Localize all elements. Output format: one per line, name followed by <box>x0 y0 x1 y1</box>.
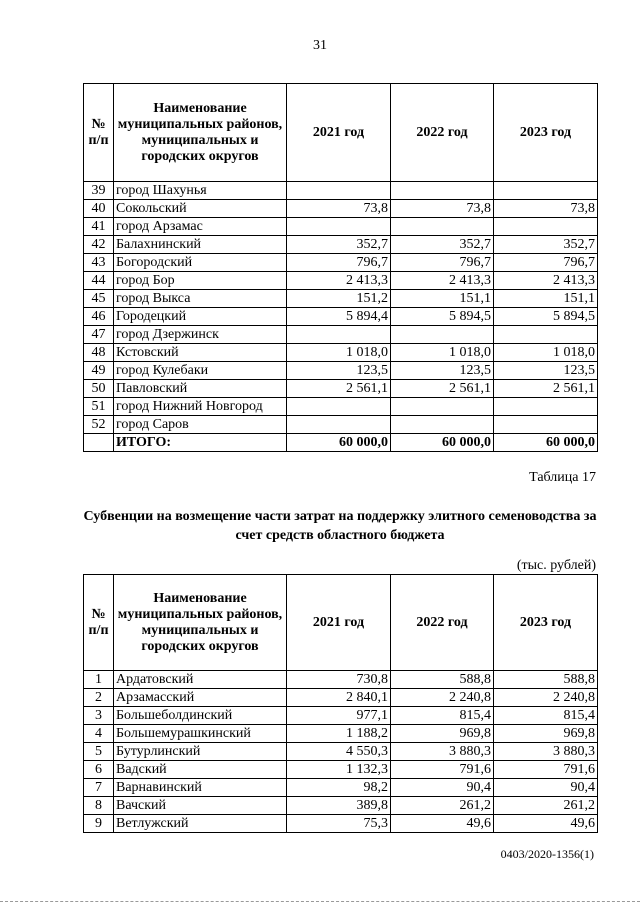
table-row <box>84 779 598 797</box>
value-2022: 2 413,3 <box>391 272 494 290</box>
municipality-name: Вачский <box>114 797 287 815</box>
row-number: 2 <box>84 689 114 707</box>
municipality-name: город Кулебаки <box>114 362 287 380</box>
table-row <box>84 725 598 743</box>
scan-edge-line <box>0 901 640 902</box>
value-2023: 151,1 <box>494 290 598 308</box>
row-number: 4 <box>84 725 114 743</box>
municipality-name: Большеболдинский <box>114 707 287 725</box>
col-header-2022: 2022 год <box>391 84 494 182</box>
value-2022 <box>391 218 494 236</box>
row-number: 5 <box>84 743 114 761</box>
value-2021: 2 561,1 <box>287 380 391 398</box>
municipality-name: Большемурашкинский <box>114 725 287 743</box>
municipality-name: город Шахунья <box>114 182 287 200</box>
value-2021: 2 840,1 <box>287 689 391 707</box>
row-number: 46 <box>84 308 114 326</box>
table-row <box>84 200 598 218</box>
total-number-cell <box>84 434 114 452</box>
municipality-name: Богородский <box>114 254 287 272</box>
table-row <box>84 707 598 725</box>
municipality-name: город Нижний Новгород <box>114 398 287 416</box>
value-2022 <box>391 398 494 416</box>
units-label: (тыс. рублей) <box>516 558 596 573</box>
value-2023: 73,8 <box>494 200 598 218</box>
total-row <box>84 434 598 452</box>
table-row <box>84 797 598 815</box>
value-2023: 796,7 <box>494 254 598 272</box>
table-row <box>84 815 598 833</box>
value-2023: 588,8 <box>494 671 598 689</box>
row-number: 39 <box>84 182 114 200</box>
total-label: ИТОГО: <box>114 434 287 452</box>
table-row <box>84 272 598 290</box>
value-2021: 1 132,3 <box>287 761 391 779</box>
value-2023 <box>494 398 598 416</box>
row-number: 49 <box>84 362 114 380</box>
value-2021: 352,7 <box>287 236 391 254</box>
value-2023: 49,6 <box>494 815 598 833</box>
table-body <box>84 182 598 452</box>
value-2022: 352,7 <box>391 236 494 254</box>
table-body <box>84 671 598 833</box>
col-header-2021: 2021 год <box>287 84 391 182</box>
value-2023: 2 413,3 <box>494 272 598 290</box>
municipality-name: Кстовский <box>114 344 287 362</box>
value-2023: 352,7 <box>494 236 598 254</box>
value-2021: 977,1 <box>287 707 391 725</box>
total-2022: 60 000,0 <box>391 434 494 452</box>
value-2022: 49,6 <box>391 815 494 833</box>
table-header-row <box>84 575 598 671</box>
col-header-2022: 2022 год <box>391 575 494 671</box>
value-2022 <box>391 326 494 344</box>
value-2022: 796,7 <box>391 254 494 272</box>
municipality-name: Варнавинский <box>114 779 287 797</box>
value-2021: 151,2 <box>287 290 391 308</box>
table-row <box>84 689 598 707</box>
table-header-row <box>84 84 598 182</box>
col-header-2023: 2023 год <box>494 575 598 671</box>
value-2023 <box>494 416 598 434</box>
value-2022: 73,8 <box>391 200 494 218</box>
value-2023: 123,5 <box>494 362 598 380</box>
value-2023: 261,2 <box>494 797 598 815</box>
value-2022: 261,2 <box>391 797 494 815</box>
municipality-name: Павловский <box>114 380 287 398</box>
row-number: 45 <box>84 290 114 308</box>
table-title: Субвенции на возмещение части затрат на поддержку элитного семеноводства за счет средств областного бюджета <box>83 509 597 543</box>
row-number: 50 <box>84 380 114 398</box>
value-2021: 389,8 <box>287 797 391 815</box>
municipality-name: Городецкий <box>114 308 287 326</box>
row-number: 52 <box>84 416 114 434</box>
value-2021: 1 188,2 <box>287 725 391 743</box>
row-number: 43 <box>84 254 114 272</box>
table-row <box>84 398 598 416</box>
value-2021: 98,2 <box>287 779 391 797</box>
value-2023: 5 894,5 <box>494 308 598 326</box>
municipality-name: Бутурлинский <box>114 743 287 761</box>
municipality-name: Арзамасский <box>114 689 287 707</box>
table-row <box>84 761 598 779</box>
total-2021: 60 000,0 <box>287 434 391 452</box>
value-2021 <box>287 326 391 344</box>
row-number: 51 <box>84 398 114 416</box>
municipality-name: город Бор <box>114 272 287 290</box>
municipality-name: город Арзамас <box>114 218 287 236</box>
value-2023 <box>494 326 598 344</box>
table-row <box>84 743 598 761</box>
municipality-name: Ардатовский <box>114 671 287 689</box>
seed-subsidy-table <box>83 574 598 833</box>
table-row <box>84 416 598 434</box>
municipality-name: город Дзержинск <box>114 326 287 344</box>
table-row <box>84 344 598 362</box>
col-header-number: № п/п <box>84 84 114 182</box>
municipality-name: Балахнинский <box>114 236 287 254</box>
municipality-name: Ветлужский <box>114 815 287 833</box>
value-2023: 815,4 <box>494 707 598 725</box>
value-2021: 730,8 <box>287 671 391 689</box>
value-2023: 2 561,1 <box>494 380 598 398</box>
col-header-2023: 2023 год <box>494 84 598 182</box>
table-row <box>84 254 598 272</box>
value-2023: 969,8 <box>494 725 598 743</box>
subsidy-table-continued <box>83 83 598 452</box>
col-header-name: Наименование муниципальных районов, муниципальных и городских округов <box>114 84 287 182</box>
value-2022: 791,6 <box>391 761 494 779</box>
page-number: 31 <box>313 38 327 53</box>
table-row <box>84 218 598 236</box>
row-number: 9 <box>84 815 114 833</box>
table-row <box>84 380 598 398</box>
col-header-name: Наименование муниципальных районов, муниципальных и городских округов <box>114 575 287 671</box>
value-2022: 969,8 <box>391 725 494 743</box>
value-2021 <box>287 416 391 434</box>
value-2022: 1 018,0 <box>391 344 494 362</box>
value-2022: 151,1 <box>391 290 494 308</box>
value-2021: 2 413,3 <box>287 272 391 290</box>
table-row <box>84 236 598 254</box>
value-2023: 90,4 <box>494 779 598 797</box>
value-2023: 791,6 <box>494 761 598 779</box>
value-2021: 4 550,3 <box>287 743 391 761</box>
municipality-name: город Саров <box>114 416 287 434</box>
value-2022: 2 561,1 <box>391 380 494 398</box>
value-2021 <box>287 182 391 200</box>
table-row <box>84 671 598 689</box>
row-number: 47 <box>84 326 114 344</box>
value-2023 <box>494 182 598 200</box>
value-2022: 3 880,3 <box>391 743 494 761</box>
table-row <box>84 326 598 344</box>
col-header-number: № п/п <box>84 575 114 671</box>
total-2023: 60 000,0 <box>494 434 598 452</box>
table-row <box>84 290 598 308</box>
row-number: 41 <box>84 218 114 236</box>
value-2021: 123,5 <box>287 362 391 380</box>
value-2022: 90,4 <box>391 779 494 797</box>
row-number: 42 <box>84 236 114 254</box>
value-2022: 588,8 <box>391 671 494 689</box>
value-2021: 75,3 <box>287 815 391 833</box>
col-header-2021: 2021 год <box>287 575 391 671</box>
value-2022: 2 240,8 <box>391 689 494 707</box>
value-2022: 123,5 <box>391 362 494 380</box>
row-number: 44 <box>84 272 114 290</box>
municipality-name: Сокольский <box>114 200 287 218</box>
value-2021 <box>287 398 391 416</box>
value-2022: 5 894,5 <box>391 308 494 326</box>
row-number: 6 <box>84 761 114 779</box>
value-2021: 1 018,0 <box>287 344 391 362</box>
municipality-name: город Выкса <box>114 290 287 308</box>
value-2023: 2 240,8 <box>494 689 598 707</box>
table-row <box>84 182 598 200</box>
row-number: 1 <box>84 671 114 689</box>
municipality-name: Вадский <box>114 761 287 779</box>
value-2022 <box>391 182 494 200</box>
value-2023: 1 018,0 <box>494 344 598 362</box>
value-2022: 815,4 <box>391 707 494 725</box>
value-2021 <box>287 218 391 236</box>
table-row <box>84 362 598 380</box>
value-2021: 796,7 <box>287 254 391 272</box>
value-2021: 73,8 <box>287 200 391 218</box>
table-row <box>84 308 598 326</box>
row-number: 40 <box>84 200 114 218</box>
value-2023: 3 880,3 <box>494 743 598 761</box>
value-2021: 5 894,4 <box>287 308 391 326</box>
row-number: 8 <box>84 797 114 815</box>
row-number: 3 <box>84 707 114 725</box>
row-number: 48 <box>84 344 114 362</box>
document-code: 0403/2020-1356(1) <box>500 847 594 861</box>
value-2022 <box>391 416 494 434</box>
row-number: 7 <box>84 779 114 797</box>
table-label: Таблица 17 <box>529 470 596 485</box>
value-2023 <box>494 218 598 236</box>
